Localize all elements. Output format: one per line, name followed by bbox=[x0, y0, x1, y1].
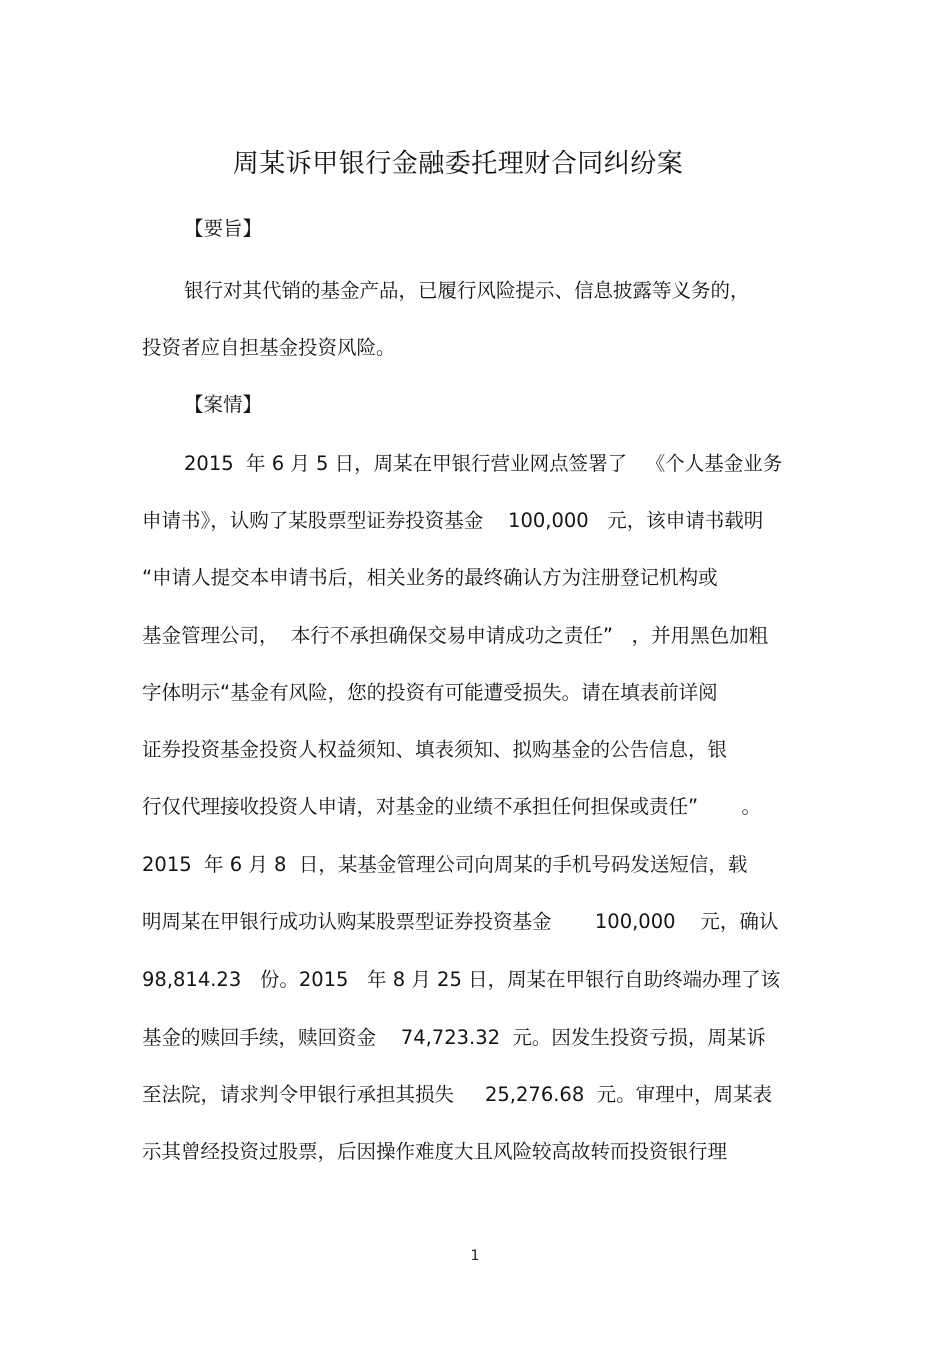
section-heading-facts: 【案情】 bbox=[184, 393, 263, 416]
paragraph-line: 银行对其代销的基金产品，已履行风险提示、信息披露等义务的， bbox=[184, 279, 750, 302]
paragraph-line: 98,814.23 份。2015 年 8 月 25 日，周某在甲银行自助终端办理了该 bbox=[142, 968, 781, 991]
paragraph-line: 基金的赎回手续，赎回资金 74,723.32 元。因发生投资亏损，周某诉 bbox=[142, 1026, 766, 1049]
paragraph-line: 证券投资基金投资人权益须知、填表须知、拟购基金的公告信息，银 bbox=[142, 738, 728, 761]
paragraph-line: 基金管理公司， 本行不承担确保交易申请成功之责任” ，并用黑色加粗 bbox=[142, 624, 769, 647]
paragraph-line: 至法院，请求判令甲银行承担其损失 25,276.68 元。审理中，周某表 bbox=[142, 1083, 773, 1106]
page-number: 1 bbox=[470, 1248, 480, 1264]
paragraph-line: 示其曾经投资过股票，后因操作难度大且风险较高故转而投资银行理 bbox=[142, 1140, 728, 1163]
paragraph-line: 明周某在甲银行成功认购某股票型证券投资基金 100,000 元，确认 bbox=[142, 910, 779, 933]
section-heading-summary: 【要旨】 bbox=[184, 217, 263, 240]
paragraph-line: “申请人提交本申请书后，相关业务的最终确认方为注册登记机构或 bbox=[142, 566, 718, 589]
paragraph-line: 行仅代理接收投资人申请，对基金的业绩不承担任何担保或责任” 。 bbox=[142, 795, 761, 818]
paragraph-line: 2015 年 6 月 8 日，某基金管理公司向周某的手机号码发送短信，载 bbox=[142, 853, 748, 876]
paragraph-line: 投资者应自担基金投资风险。 bbox=[142, 336, 396, 359]
paragraph-line: 申请书》，认购了某股票型证券投资基金 100,000 元，该申请书载明 bbox=[142, 509, 764, 532]
paragraph-line: 2015 年 6 月 5 日，周某在甲银行营业网点签署了 《个人基金业务 bbox=[184, 452, 783, 475]
paragraph-line: 字体明示“基金有风险，您的投资有可能遭受损失。请在填表前详阅 bbox=[142, 681, 718, 704]
document-title: 周某诉甲银行金融委托理财合同纠纷案 bbox=[232, 149, 684, 179]
